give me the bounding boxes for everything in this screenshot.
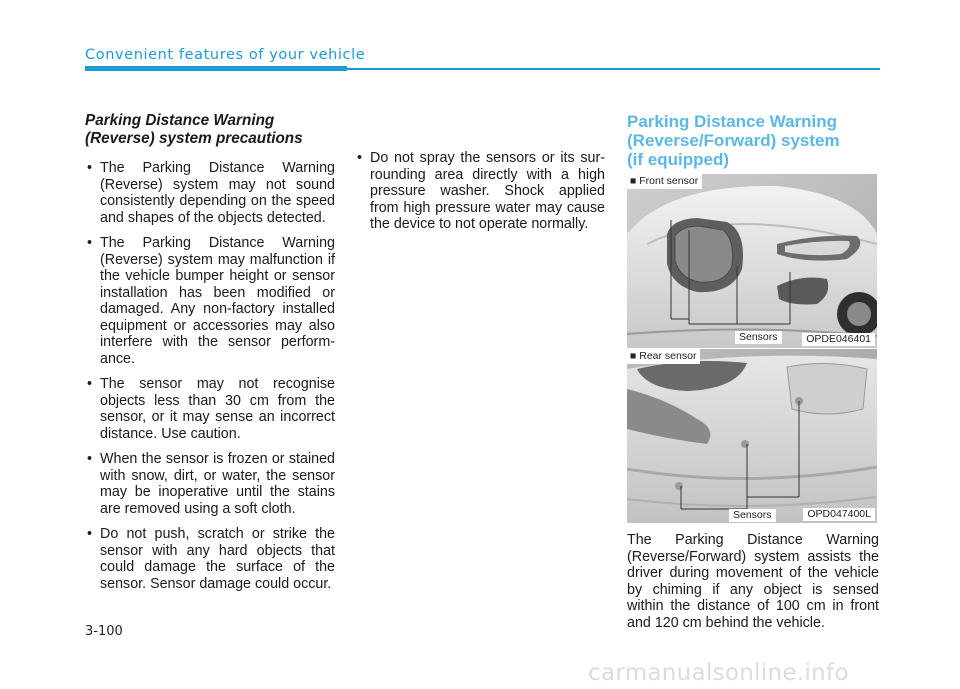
page-number: 3-100 (85, 624, 123, 639)
rear-car-illustration (627, 349, 877, 523)
section-heading (627, 112, 879, 169)
precautions-list (85, 160, 335, 592)
precaution-item: • The sensor may not recognise objects less than 30 cm from the sensor, or it may sense an incorrect distance. Use caution. (85, 376, 335, 442)
precaution-item: • When the sensor is frozen or stained with snow, dirt, or water, the sensor may be inoperative until the stains are removed using a soft cloth. (85, 451, 335, 517)
rear-sensors-callout: Sensors (729, 509, 776, 522)
front-car-illustration (627, 174, 877, 348)
header-rule (347, 68, 880, 70)
precaution-item: • The Parking Distance Warning (Reverse) system may malfunction if the vehicle bumper height or sensor installation has been modified or damaged. Any non-factory installed equipment or accessories may also interfere with the sensor perform-ance. (85, 235, 335, 367)
section-title: Convenient features of your vehicle (85, 47, 366, 63)
precaution-item: • Do not spray the sensors or its sur-rounding area directly with a high pressure washer. Shock applied from high pressure water may cause the device to not operate normally. (355, 150, 605, 233)
rear-figure-code: OPD047400L (803, 508, 875, 521)
front-sensor-label: ■ Front sensor (627, 174, 702, 189)
watermark: carmanualsonline.info (588, 660, 849, 686)
precaution-item: • Do not push, scratch or strike the sensor with any hard objects that could damage the surface of the sensor. Sensor damage could occur. (85, 526, 335, 592)
right-column (627, 112, 879, 169)
front-sensor-figure (627, 174, 877, 348)
precautions-heading-line1: Parking Distance Warning (85, 112, 275, 129)
middle-column (355, 150, 605, 242)
header-accent-bar (85, 66, 347, 71)
rear-sensor-figure (627, 348, 877, 523)
rear-sensor-label: ■ Rear sensor (627, 349, 700, 364)
section-heading-line3: (if equipped) (627, 150, 729, 169)
precaution-item: • The Parking Distance Warning (Reverse) system may not sound consistently depending on the speed and shapes of the objects detected. (85, 160, 335, 226)
left-column (85, 112, 335, 601)
precautions-heading-line2: (Reverse) system precautions (85, 130, 303, 147)
precautions-heading (85, 112, 335, 148)
front-sensors-callout: Sensors (735, 331, 782, 344)
section-heading-line2: (Reverse/Forward) system (627, 131, 840, 150)
system-description: The Parking Distance Warning (Reverse/Forward) system assists the driver during movement of the vehicle by chiming if any object is sensed within the distance of 100 cm in front and 120 cm behind the vehicle. (627, 532, 879, 631)
precautions-list-continued (355, 150, 605, 233)
front-figure-code: OPDE046401 (802, 333, 875, 346)
section-heading-line1: Parking Distance Warning (627, 112, 838, 131)
